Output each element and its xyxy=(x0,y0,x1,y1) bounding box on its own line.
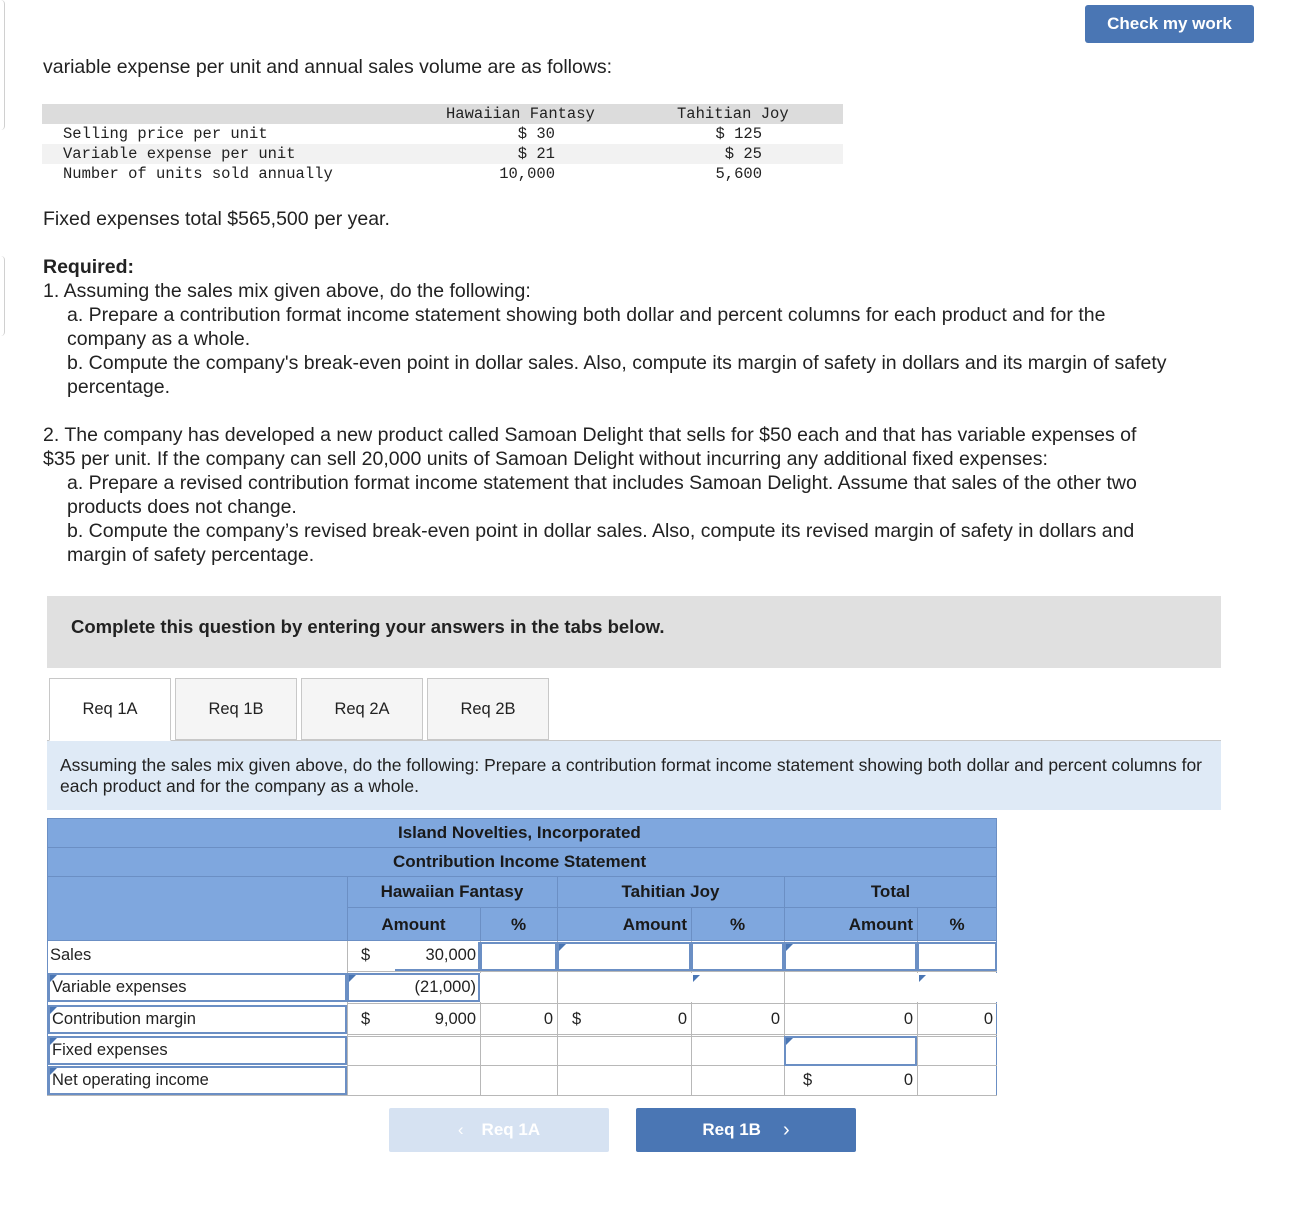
statement-title: Contribution Income Statement xyxy=(393,852,647,871)
intro-text: variable expense per unit and annual sales volume are as follows: xyxy=(43,56,613,78)
tj-contribution-margin: 0 xyxy=(677,1010,687,1028)
row-label: Variable expense per unit xyxy=(63,145,296,163)
total-sales-amount-input[interactable] xyxy=(784,942,917,971)
border xyxy=(347,907,997,908)
left-edge-decoration xyxy=(0,0,5,130)
req1a-text-2: company as a whole. xyxy=(67,328,251,350)
grid-line xyxy=(47,1095,997,1096)
tj-contribution-margin-percent: 0 xyxy=(770,1010,780,1028)
req2b-text: b. Compute the company’s revised break-even point in dollar sales. Also, compute its revised margin of safety in dollars and xyxy=(67,520,1135,542)
complete-instruction-box xyxy=(47,596,1221,668)
tj-amount-header: Amount xyxy=(622,915,687,934)
prev-button-label: Req 1A xyxy=(481,1120,541,1139)
req1b-text: b. Compute the company's break-even point in dollar sales. Also, compute its margin of safety in dollars and its margin of safety xyxy=(67,352,1167,374)
check-my-work-button[interactable]: Check my work xyxy=(1085,5,1254,43)
tj-sales-amount-input[interactable] xyxy=(557,942,691,971)
currency-symbol: $ xyxy=(361,1010,371,1028)
next-req-1b-button[interactable] xyxy=(636,1108,856,1152)
tab-description-box xyxy=(47,741,1221,810)
border xyxy=(47,818,997,819)
row-label-fixed-expenses[interactable]: Fixed expenses xyxy=(48,1036,347,1065)
grid-line xyxy=(347,1003,997,1004)
currency-symbol: $ xyxy=(803,1071,813,1089)
hf-contribution-margin: 9,000 xyxy=(434,1010,476,1028)
chevron-right-icon: › xyxy=(782,1118,790,1141)
hf-sales-percent-input[interactable] xyxy=(480,942,557,971)
total-contribution-margin-percent: 0 xyxy=(983,1010,993,1028)
total-net-operating-income: 0 xyxy=(903,1071,913,1089)
row-value: $ 30 xyxy=(517,125,555,143)
req2a-text: a. Prepare a revised contribution format income statement that includes Samoan Delight. Assume that sales of the other two xyxy=(67,472,1137,494)
tj-sales-percent-input[interactable] xyxy=(691,942,784,971)
hf-sales-amount-input[interactable]: 30,000 xyxy=(395,942,480,971)
row-value: 10,000 xyxy=(499,165,555,183)
grid-line xyxy=(347,941,348,1096)
currency-symbol: $ xyxy=(572,1010,582,1028)
left-edge-decoration xyxy=(0,256,5,336)
req2a-text-2: products does not change. xyxy=(67,496,297,518)
req1a-text: a. Prepare a contribution format income statement showing both dollar and percent columns for each product and for the xyxy=(67,304,1106,326)
border xyxy=(47,876,997,877)
req2-text-2: $35 per unit. If the company can sell 20,000 units of Samoan Delight without incurring any additional fixed expenses: xyxy=(43,448,1048,470)
row-value: 5,600 xyxy=(715,165,762,183)
hf-percent-header: % xyxy=(510,915,527,934)
tj-variable-expenses-spacer xyxy=(691,973,784,1002)
hf-variable-expenses-percent xyxy=(480,973,557,1002)
total-contribution-margin: 0 xyxy=(903,1010,913,1028)
req2b-text-2: margin of safety percentage. xyxy=(67,544,315,566)
tab-req-1a[interactable]: Req 1A xyxy=(49,678,171,741)
total-sales-percent-input[interactable] xyxy=(917,942,997,971)
tab-req-2a[interactable]: Req 2A xyxy=(301,678,423,740)
row-value: $ 25 xyxy=(724,145,762,163)
border xyxy=(47,847,997,848)
total-percent-header: % xyxy=(949,915,965,934)
chevron-left-icon: ‹ xyxy=(457,1120,464,1139)
grid-line xyxy=(347,971,997,972)
row-label: Number of units sold annually xyxy=(63,165,333,183)
tab-req-2b[interactable]: Req 2B xyxy=(427,678,549,740)
grid-line xyxy=(347,1034,997,1035)
income-statement xyxy=(47,818,997,1096)
hf-variable-expenses-input[interactable]: (21,000) xyxy=(347,973,480,1002)
hf-amount-header: Amount xyxy=(381,915,446,934)
row-label-contribution-margin[interactable]: Contribution margin xyxy=(48,1005,347,1034)
row-label-variable-expenses[interactable]: Variable expenses xyxy=(48,973,347,1002)
tab-description-text: Assuming the sales mix given above, do the following: Prepare a contribution format income statement showing both dollar and percent columns for each product and for the company as a whole. xyxy=(60,755,1203,796)
group-hawaiian-fantasy: Hawaiian Fantasy xyxy=(380,882,524,901)
fixed-expenses-text: Fixed expenses total $565,500 per year. xyxy=(43,208,390,230)
next-button-label: Req 1B xyxy=(702,1120,761,1139)
required-title: Required: xyxy=(43,256,135,278)
req1-text: 1. Assuming the sales mix given above, do the following: xyxy=(43,280,531,302)
group-tahitian-joy: Tahitian Joy xyxy=(621,882,720,901)
complete-instruction-text: Complete this question by entering your answers in the tabs below. xyxy=(71,616,665,637)
prev-req-1a-button xyxy=(389,1108,609,1152)
req1b-text-2: percentage. xyxy=(67,376,170,398)
company-name: Island Novelties, Incorporated xyxy=(398,823,641,842)
currency-symbol: $ xyxy=(361,946,371,964)
tab-req-1b[interactable]: Req 1B xyxy=(175,678,297,740)
row-label-net-operating-income[interactable]: Net operating income xyxy=(48,1066,347,1095)
row-value: $ 125 xyxy=(715,125,762,143)
req2-text: 2. The company has developed a new product called Samoan Delight that sells for $50 each and that has variable expenses of xyxy=(43,424,1137,446)
col-hawaiian-fantasy: Hawaiian Fantasy xyxy=(446,105,595,123)
group-total: Total xyxy=(870,882,911,901)
row-label-sales: Sales xyxy=(48,941,347,970)
row-label: Selling price per unit xyxy=(63,125,268,143)
hf-contribution-margin-percent: 0 xyxy=(543,1010,553,1028)
total-amount-header: Amount xyxy=(848,915,913,934)
total-variable-expenses-spacer xyxy=(917,973,997,1002)
col-tahitian-joy: Tahitian Joy xyxy=(677,105,789,123)
total-fixed-expenses-input[interactable] xyxy=(784,1036,917,1066)
tj-percent-header: % xyxy=(729,915,746,934)
row-value: $ 21 xyxy=(517,145,555,163)
